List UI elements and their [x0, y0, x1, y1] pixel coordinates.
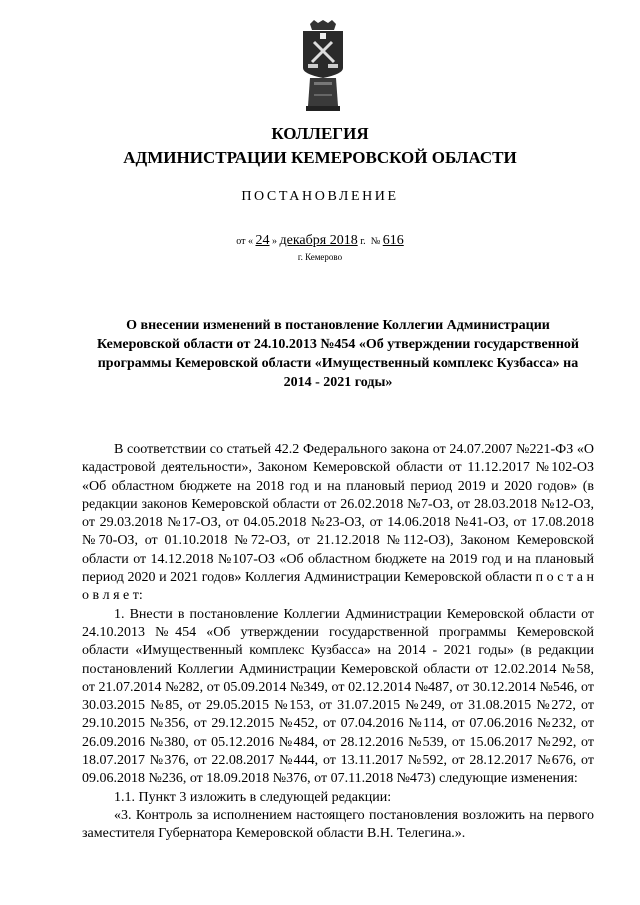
paragraph-item-1-1: 1.1. Пункт 3 изложить в следующей редакции:: [114, 789, 392, 805]
date-prefix: от «: [236, 236, 253, 247]
document-title: О внесении изменений в постановление Коллегии Администрации Кемеровской области от 24.10.2013 №454 «Об утверждении государственной программы Кемеровской области «Имущественный комплекс Кузбасса» на 2014 - 2021 годы»: [97, 318, 579, 390]
date-number-line: [0, 233, 640, 249]
number-prefix: №: [370, 236, 381, 247]
date-mid: »: [272, 236, 277, 247]
organization-name-line1: КОЛЛЕГИЯ: [271, 124, 369, 143]
date-month-year: декабря 2018: [279, 233, 358, 248]
document-number: 616: [382, 233, 404, 248]
coat-of-arms-emblem: [298, 20, 348, 112]
organization-name-line2: АДМИНИСТРАЦИИ КЕМЕРОВСКОЙ ОБЛАСТИ: [123, 148, 517, 167]
city-name: г. Кемерово: [297, 252, 343, 262]
date-day: 24: [255, 233, 270, 248]
paragraph-item-1: 1. Внести в постановление Коллегии Администрации Кемеровской области от 24.10.2013 №454 «Об утверждении государственной программы Кемеровской области «Имущественный комплекс Кузбасса» на 2014 - 2021 годы» (в редакции постановлений Коллегии Администрации Кемеровской области от 12.02.2014 №58, от 21.07.2014 №282, от 05.09.2014 №349, от 02.12.2014 №487, от 30.12.2014 №546, от 30.03.2015 №85, от 29.05.2015 №153, от 31.07.2015 №249, от 31.08.2015 №272, от 29.10.2015 №356, от 29.12.2015 №452, от 07.04.2016 №114, от 07.06.2016 №232, от 26.09.2016 №380, от 05.12.2016 №484, от 28.12.2016 №539, от 15.06.2017 №292, от 18.07.2017 №376, от 22.08.2017 №444, от 13.11.2017 №592, от 28.12.2017 №676, от 09.06.2018 №236, от 18.09.2018 №376, от 07.11.2018 №473) следующие изменения:: [82, 606, 594, 787]
date-year-suffix: г.: [360, 236, 366, 247]
paragraph-quote: «3. Контроль за исполнением настоящего постановления возложить на первого заместителя Губернатора Кемеровской области В.Н. Телегина.».: [82, 807, 594, 842]
paragraph-preamble: В соответствии со статьей 42.2 Федерального закона от 24.07.2007 №221-ФЗ «О кадастровой деятельности», Законом Кемеровской области от 11.12.2017 №102-ОЗ «Об областном бюджете на 2018 год и на плановый период 2019 и 2020 годов» (в редакции законов Кемеровской области от 26.02.2018 №7-ОЗ, от 28.03.2018 №12-ОЗ, от 29.03.2018 №17-ОЗ, от 04.05.2018 №23-ОЗ, от 14.06.2018 №41-ОЗ, от 17.08.2018 №70-ОЗ, от 01.10.2018 №72-ОЗ, от 21.12.2018 №112-ОЗ), Законом Кемеровской области от 14.12.2018 №107-ОЗ «Об областном бюджете на 2019 год и на плановый период 2020 и 2021 годов» Коллегия Администрации Кемеровской области п о с т а н о в л я е т:: [82, 442, 594, 604]
document-body: [82, 441, 594, 844]
document-type: ПОСТАНОВЛЕНИЕ: [241, 189, 399, 204]
